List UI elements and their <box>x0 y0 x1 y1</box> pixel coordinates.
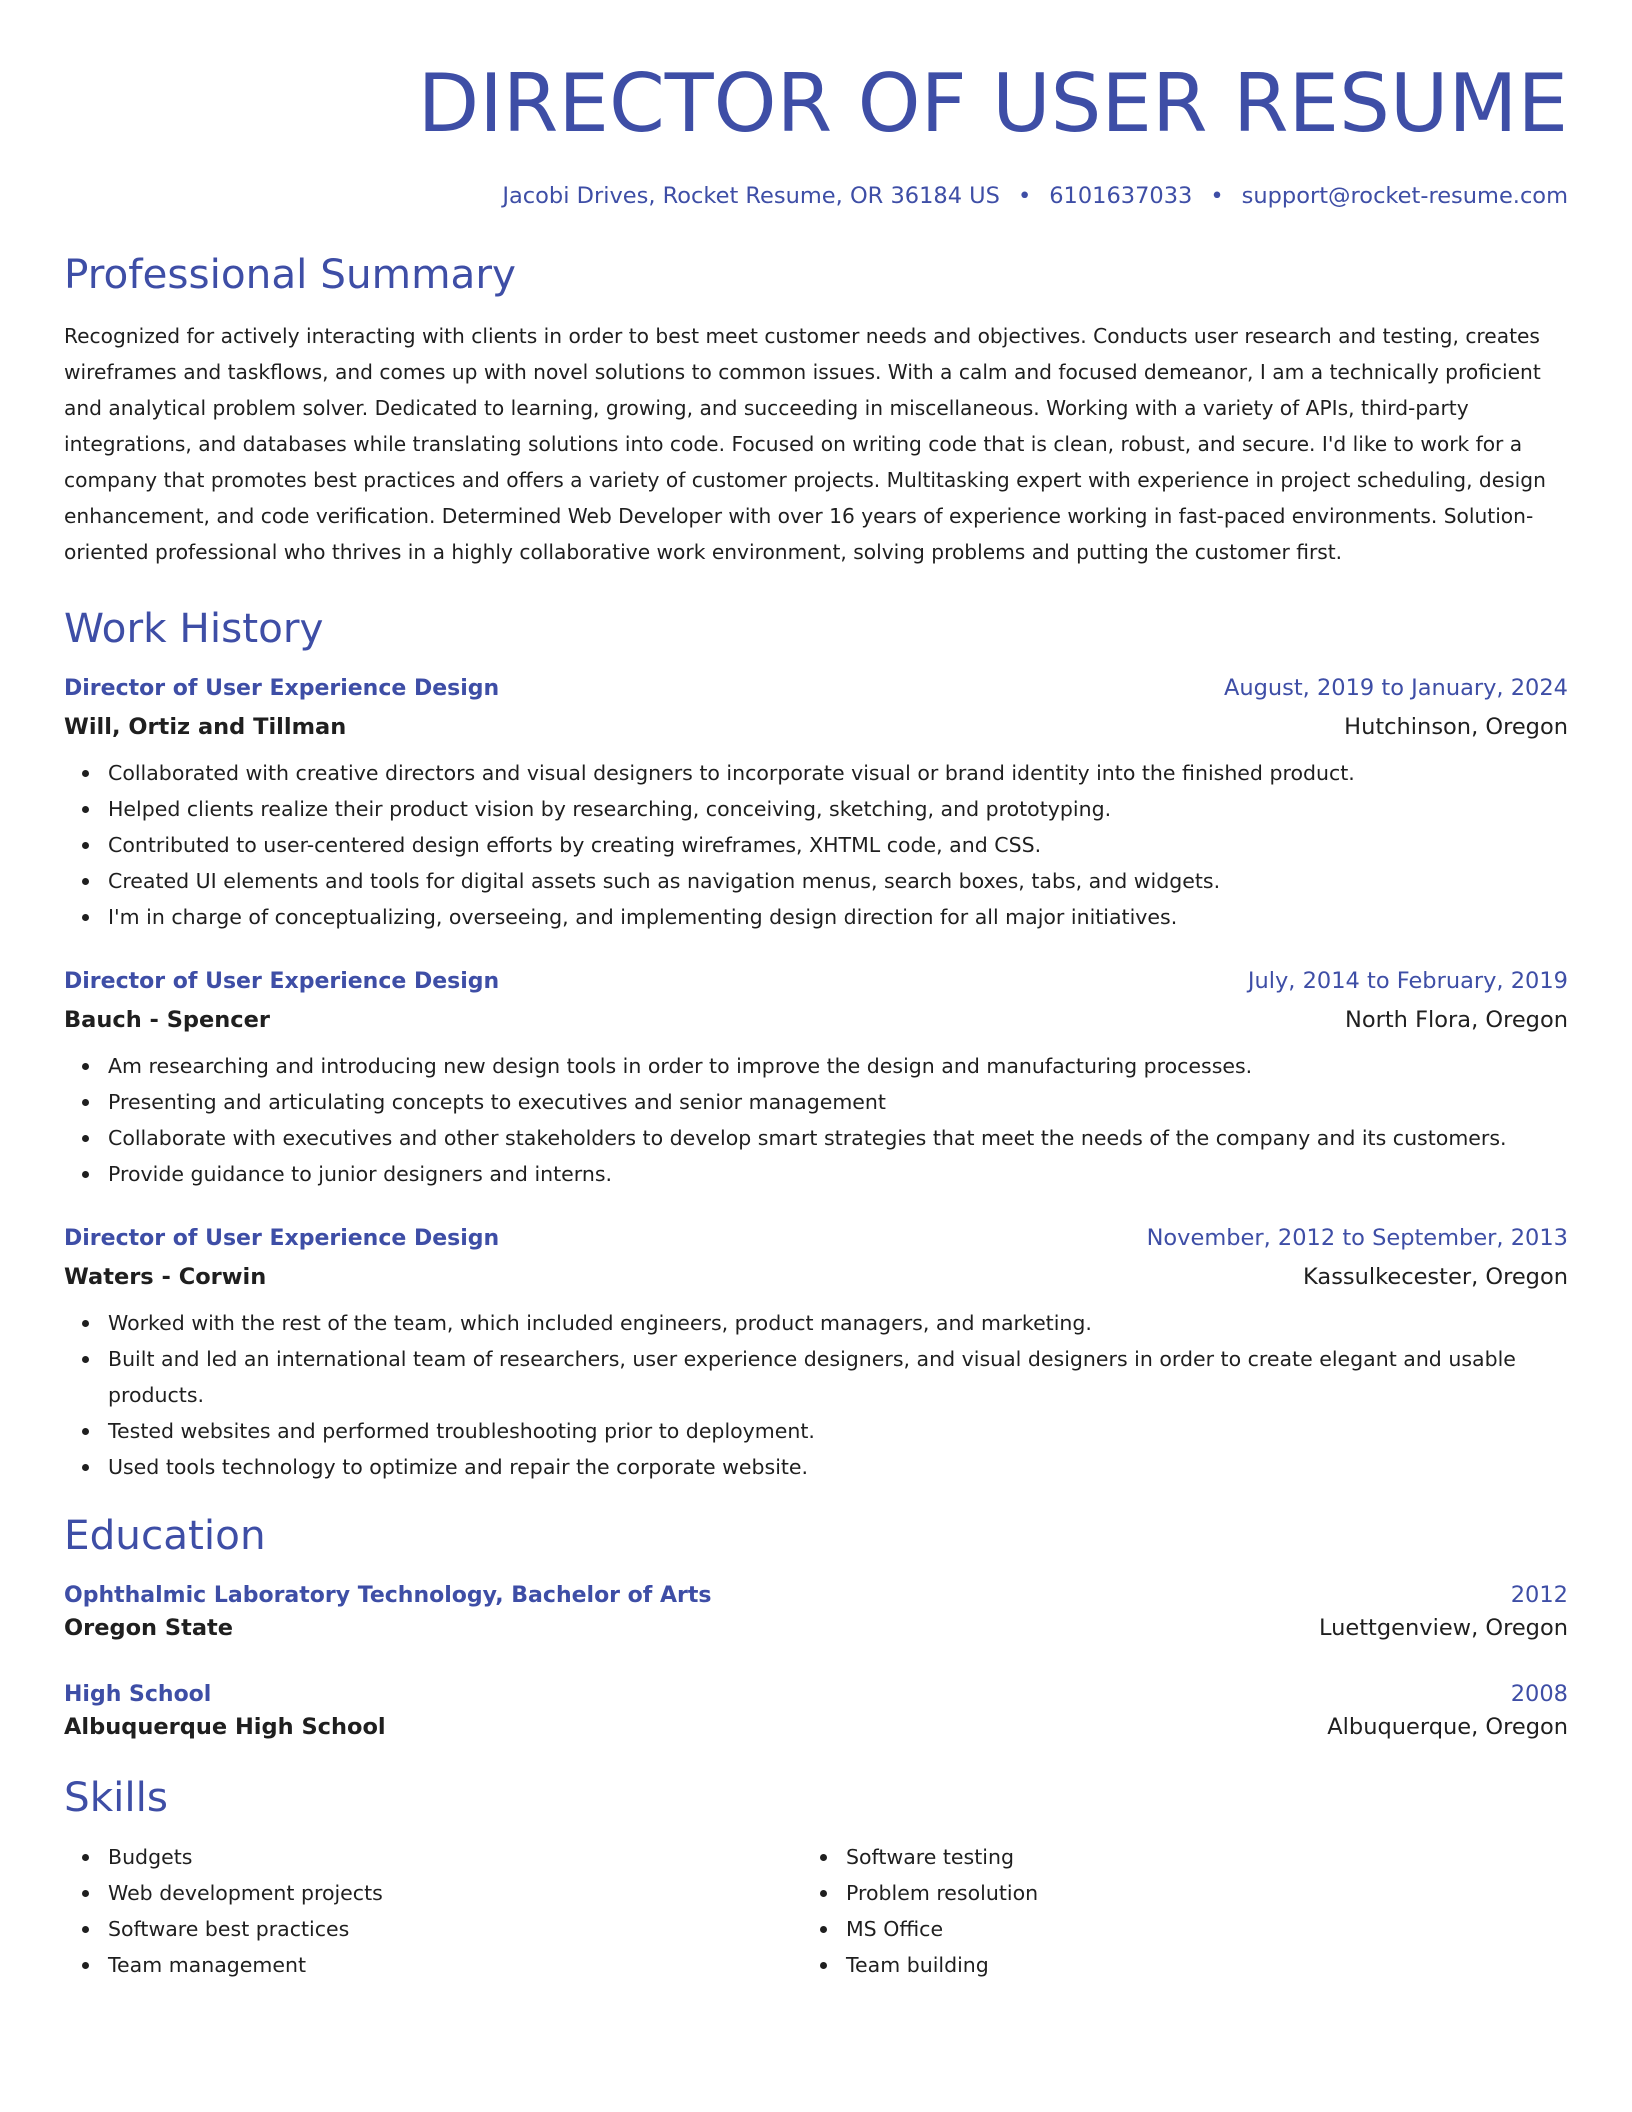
job-bullet-list <box>64 1048 1568 1192</box>
job-bullet: Contributed to user-centered design efforts by creating wireframes, XHTML code, and CSS. <box>108 827 1568 863</box>
job-title: Director of User Experience Design <box>64 1226 500 1251</box>
skills-columns <box>64 1839 1568 1983</box>
job-entry <box>64 965 1568 1192</box>
job-bullet-list <box>64 755 1568 935</box>
skill-item: Team building <box>846 1947 1540 1983</box>
skills-list <box>802 1839 1540 1983</box>
skill-item: Software best practices <box>108 1911 802 1947</box>
job-bullet: Collaborated with creative directors and visual designers to incorporate visual or brand identity into the finished product. <box>108 755 1568 791</box>
skills-column-left <box>64 1839 802 1983</box>
job-bullet: Collaborate with executives and other stakeholders to develop smart strategies that meet the needs of the company and its customers. <box>108 1120 1568 1156</box>
contact-phone: 6101637033 <box>1049 183 1193 209</box>
skills-section-title: Skills <box>64 1773 169 1821</box>
job-title: Director of User Experience Design <box>64 969 500 994</box>
job-entry <box>64 672 1568 935</box>
job-location: North Flora, Oregon <box>1344 1007 1568 1033</box>
job-bullet: Created UI elements and tools for digital assets such as navigation menus, search boxes, tabs, and widgets. <box>108 863 1568 899</box>
skill-item: Budgets <box>108 1839 802 1875</box>
job-company: Waters - Corwin <box>64 1264 267 1290</box>
education-section-title: Education <box>64 1511 266 1559</box>
education-location: Luettgenview, Oregon <box>1318 1615 1568 1641</box>
job-title: Director of User Experience Design <box>64 676 500 701</box>
education-year: 2008 <box>1510 1681 1568 1707</box>
job-bullet: I'm in charge of conceptualizing, overseeing, and implementing design direction for all major initiatives. <box>108 899 1568 935</box>
job-dates: August, 2019 to January, 2024 <box>1223 675 1568 701</box>
education-year: 2012 <box>1510 1582 1568 1608</box>
job-company: Will, Ortiz and Tillman <box>64 714 347 740</box>
skill-item: Web development projects <box>108 1875 802 1911</box>
job-entry <box>64 1222 1568 1485</box>
skills-column-right <box>802 1839 1540 1983</box>
job-company: Bauch - Spencer <box>64 1007 270 1033</box>
contact-address: Jacobi Drives, Rocket Resume, OR 36184 US <box>502 183 1000 209</box>
job-location: Hutchinson, Oregon <box>1344 714 1568 740</box>
skill-item: Problem resolution <box>846 1875 1540 1911</box>
education-location: Albuquerque, Oregon <box>1327 1714 1568 1740</box>
contact-line <box>64 180 1568 212</box>
job-bullet-list <box>64 1305 1568 1485</box>
work-history-section-title: Work History <box>64 604 324 652</box>
education-degree: High School <box>64 1682 212 1707</box>
education-school: Albuquerque High School <box>64 1714 386 1740</box>
job-bullet: Provide guidance to junior designers and interns. <box>108 1156 1568 1192</box>
contact-separator: • <box>1210 183 1224 209</box>
job-bullet: Helped clients realize their product vision by researching, conceiving, sketching, and prototyping. <box>108 791 1568 827</box>
education-degree: Ophthalmic Laboratory Technology, Bachelor of Arts <box>64 1583 712 1608</box>
education-school: Oregon State <box>64 1615 234 1641</box>
summary-section-title: Professional Summary <box>64 250 516 298</box>
resume-page <box>64 0 1568 1983</box>
skill-item: MS Office <box>846 1911 1540 1947</box>
resume-name-heading: DIRECTOR OF USER RESUME <box>417 57 1568 150</box>
education-entry <box>64 1678 1568 1743</box>
skill-item: Team management <box>108 1947 802 1983</box>
contact-separator: • <box>1017 183 1032 209</box>
job-dates: July, 2014 to February, 2019 <box>1247 968 1568 994</box>
skills-list <box>64 1839 802 1983</box>
contact-email: support@rocket-resume.com <box>1241 183 1568 209</box>
job-bullet: Worked with the rest of the team, which included engineers, product managers, and marketing. <box>108 1305 1568 1341</box>
job-location: Kassulkecester, Oregon <box>1303 1264 1568 1290</box>
job-bullet: Tested websites and performed troubleshooting prior to deployment. <box>108 1413 1568 1449</box>
job-bullet: Presenting and articulating concepts to executives and senior management <box>108 1084 1568 1120</box>
skill-item: Software testing <box>846 1839 1540 1875</box>
job-bullet: Used tools technology to optimize and repair the corporate website. <box>108 1449 1568 1485</box>
education-entry <box>64 1579 1568 1644</box>
summary-text: Recognized for actively interacting with clients in order to best meet customer needs and objectives. Conducts user research and testing, creates wireframes and taskflows, and comes up with novel solutions to common issues. With a calm and focused demeanor, I am a technically proficient and analytical problem solver. Dedicated to learning, growing, and succeeding in miscellaneous. Working with a variety of APIs, third-party integrations, and databases while translating solutions into code. Focused on writing code that is clean, robust, and secure. I'd like to work for a company that promotes best practices and offers a variety of customer projects. Multitasking expert with experience in project scheduling, design enhancement, and code verification. Determined Web Developer with over 16 years of experience working in fast-paced environments. Solution-oriented professional who thrives in a highly collaborative work environment, solving problems and putting the customer first. <box>64 324 1546 564</box>
job-bullet: Am researching and introducing new design tools in order to improve the design and manufacturing processes. <box>108 1048 1568 1084</box>
job-dates: November, 2012 to September, 2013 <box>1146 1225 1568 1251</box>
job-bullet: Built and led an international team of researchers, user experience designers, and visual designers in order to create elegant and usable products. <box>108 1341 1568 1413</box>
